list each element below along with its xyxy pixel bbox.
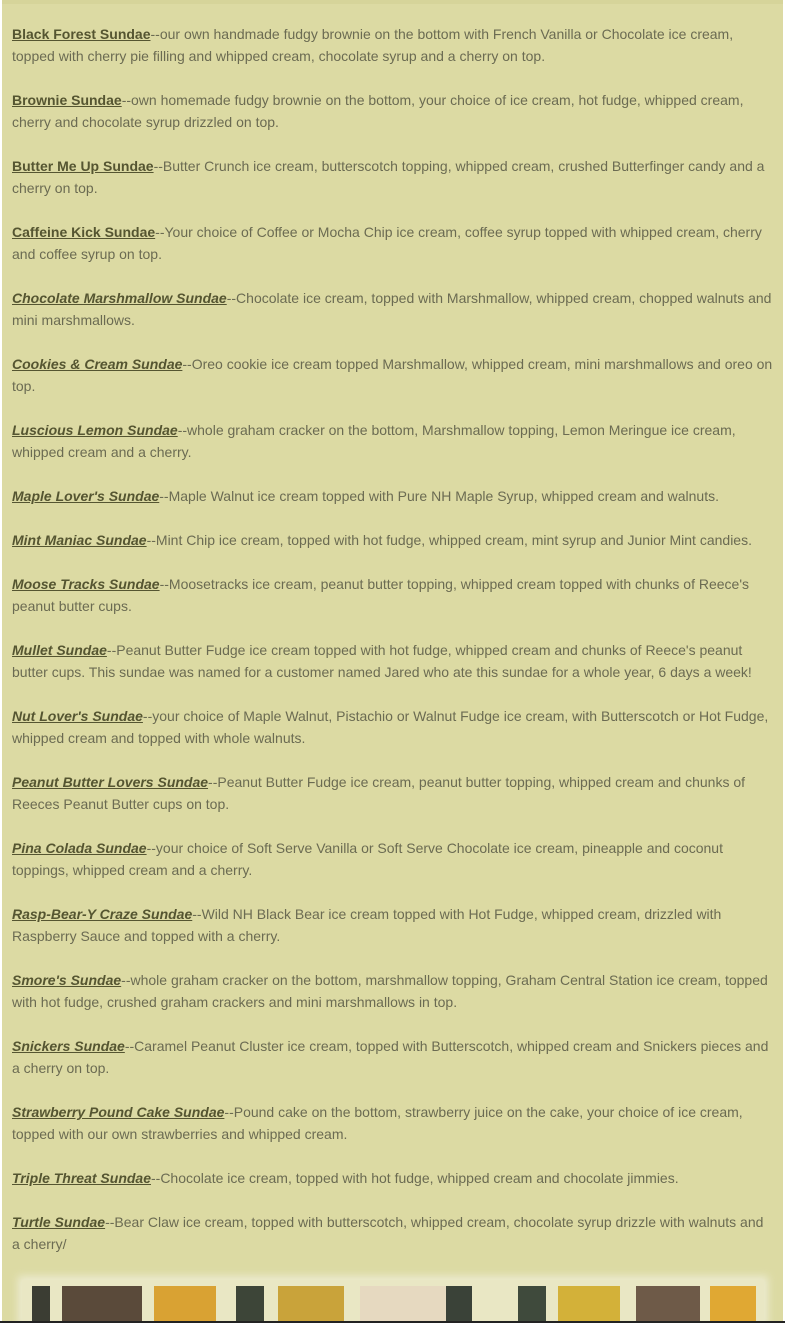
- sundae-name: Rasp-Bear-Y Craze Sundae: [12, 906, 193, 922]
- sundae-item: [12, 1167, 774, 1189]
- sundae-description: --Caramel Peanut Cluster ice cream, topped with Butterscotch, whipped cream and Snickers pieces and a cherry on top.: [12, 1038, 769, 1076]
- sundae-description: --Oreo cookie ice cream topped Marshmallow, whipped cream, mini marshmallows and oreo on top.: [12, 356, 773, 394]
- sundae-item: [12, 23, 774, 67]
- sundae-description: --Wild NH Black Bear ice cream topped with Hot Fudge, whipped cream, drizzled with Raspberry Sauce and topped with a cherry.: [12, 906, 722, 944]
- sundae-description: --Chocolate ice cream, topped with Marshmallow, whipped cream, chopped walnuts and mini marshmallows.: [12, 290, 772, 328]
- sundae-item: [12, 419, 774, 463]
- sundae-name: Moose Tracks Sundae: [12, 576, 160, 592]
- sundae-name: Mullet Sundae: [12, 642, 107, 658]
- sundae-name: Turtle Sundae: [12, 1214, 106, 1230]
- sundae-description: --Chocolate ice cream, topped with hot fudge, whipped cream and chocolate jimmies.: [151, 1170, 679, 1186]
- sundae-description: --Mint Chip ice cream, topped with hot fudge, whipped cream, mint syrup and Junior Mint candies.: [146, 532, 752, 548]
- sundae-name: Cookies & Cream Sundae: [12, 356, 183, 372]
- sundae-item: [12, 1035, 774, 1079]
- sundae-description: --Peanut Butter Fudge ice cream topped with hot fudge, whipped cream and chunks of Reece's peanut butter cups. This sundae was named for a customer named Jared who ate this sundae for a whole year, 6 days a week!: [12, 642, 752, 680]
- sundae-item: [12, 705, 774, 749]
- sundae-name: Strawberry Pound Cake Sundae: [12, 1104, 225, 1120]
- sundae-name: Snickers Sundae: [12, 1038, 125, 1054]
- sundae-name: Luscious Lemon Sundae: [12, 422, 178, 438]
- sundae-description: --Peanut Butter Fudge ice cream, peanut butter topping, whipped cream and chunks of Reeces Peanut Butter cups on top.: [12, 774, 746, 812]
- sundae-photo-strip: [22, 1280, 764, 1323]
- sundae-item: [12, 969, 774, 1013]
- sundae-name: Nut Lover's Sundae: [12, 708, 143, 724]
- sundae-item: [12, 903, 774, 947]
- sundae-item: [12, 1101, 774, 1145]
- sundae-name: Maple Lover's Sundae: [12, 488, 160, 504]
- sundae-description: --whole graham cracker on the bottom, marshmallow topping, Graham Central Station ice cream, topped with hot fudge, crushed graham crackers and mini marshmallows in top.: [12, 972, 768, 1010]
- sundae-name: Chocolate Marshmallow Sundae: [12, 290, 227, 306]
- sundae-name: Caffeine Kick Sundae: [12, 224, 156, 240]
- sundae-description: --your choice of Soft Serve Vanilla or Soft Serve Chocolate ice cream, pineapple and coconut toppings, whipped cream and a cherry.: [12, 840, 723, 878]
- sundae-item: [12, 221, 774, 265]
- sundae-name: Smore's Sundae: [12, 972, 122, 988]
- sundae-name: Brownie Sundae: [12, 92, 122, 108]
- sundae-description: --your choice of Maple Walnut, Pistachio or Walnut Fudge ice cream, with Butterscotch or Hot Fudge, whipped cream and topped with whole walnuts.: [12, 708, 769, 746]
- sundae-name: Mint Maniac Sundae: [12, 532, 147, 548]
- sundae-name: Pina Colada Sundae: [12, 840, 147, 856]
- sundae-item: [12, 639, 774, 683]
- sundae-item: [12, 155, 774, 199]
- sundae-description: --Butter Crunch ice cream, butterscotch topping, whipped cream, crushed Butterfinger candy and a cherry on top.: [12, 158, 765, 196]
- sundae-name: Butter Me Up Sundae: [12, 158, 154, 174]
- sundae-description: --Maple Walnut ice cream topped with Pure NH Maple Syrup, whipped cream and walnuts.: [159, 488, 719, 504]
- sundae-description: --Moosetracks ice cream, peanut butter topping, whipped cream topped with chunks of Reece's peanut butter cups.: [12, 576, 749, 614]
- sundae-item: [12, 485, 774, 507]
- sundae-description: --Pound cake on the bottom, strawberry juice on the cake, your choice of ice cream, topped with our own strawberries and whipped cream.: [12, 1104, 743, 1142]
- sundae-description: --Your choice of Coffee or Mocha Chip ice cream, coffee syrup topped with whipped cream, cherry and coffee syrup on top.: [12, 224, 762, 262]
- sundae-description: --own homemade fudgy brownie on the bottom, your choice of ice cream, hot fudge, whipped cream, cherry and chocolate syrup drizzled on top.: [12, 92, 744, 130]
- sundae-description: --whole graham cracker on the bottom, Marshmallow topping, Lemon Meringue ice cream, whipped cream and a cherry.: [12, 422, 736, 460]
- sundae-item: [12, 573, 774, 617]
- sundae-item: [12, 529, 774, 551]
- sundae-item: [12, 1211, 774, 1255]
- sundae-item: [12, 837, 774, 881]
- sundae-item: [12, 353, 774, 397]
- sundae-item: [12, 89, 774, 133]
- sundae-list: [12, 23, 774, 1277]
- sundae-name: Black Forest Sundae: [12, 26, 151, 42]
- sundae-item: [12, 287, 774, 331]
- sundae-name: Peanut Butter Lovers Sundae: [12, 774, 209, 790]
- sundae-description: --Bear Claw ice cream, topped with butterscotch, whipped cream, chocolate syrup drizzle with walnuts and a cherry/: [12, 1214, 764, 1252]
- sundae-item: [12, 771, 774, 815]
- menu-panel: [2, 0, 783, 1323]
- sundae-description: --our own handmade fudgy brownie on the bottom with French Vanilla or Chocolate ice cream, topped with cherry pie filling and whipped cream, chocolate syrup and a cherry on top.: [12, 26, 734, 64]
- panel-top-strip: [2, 0, 783, 4]
- sundae-name: Triple Threat Sundae: [12, 1170, 151, 1186]
